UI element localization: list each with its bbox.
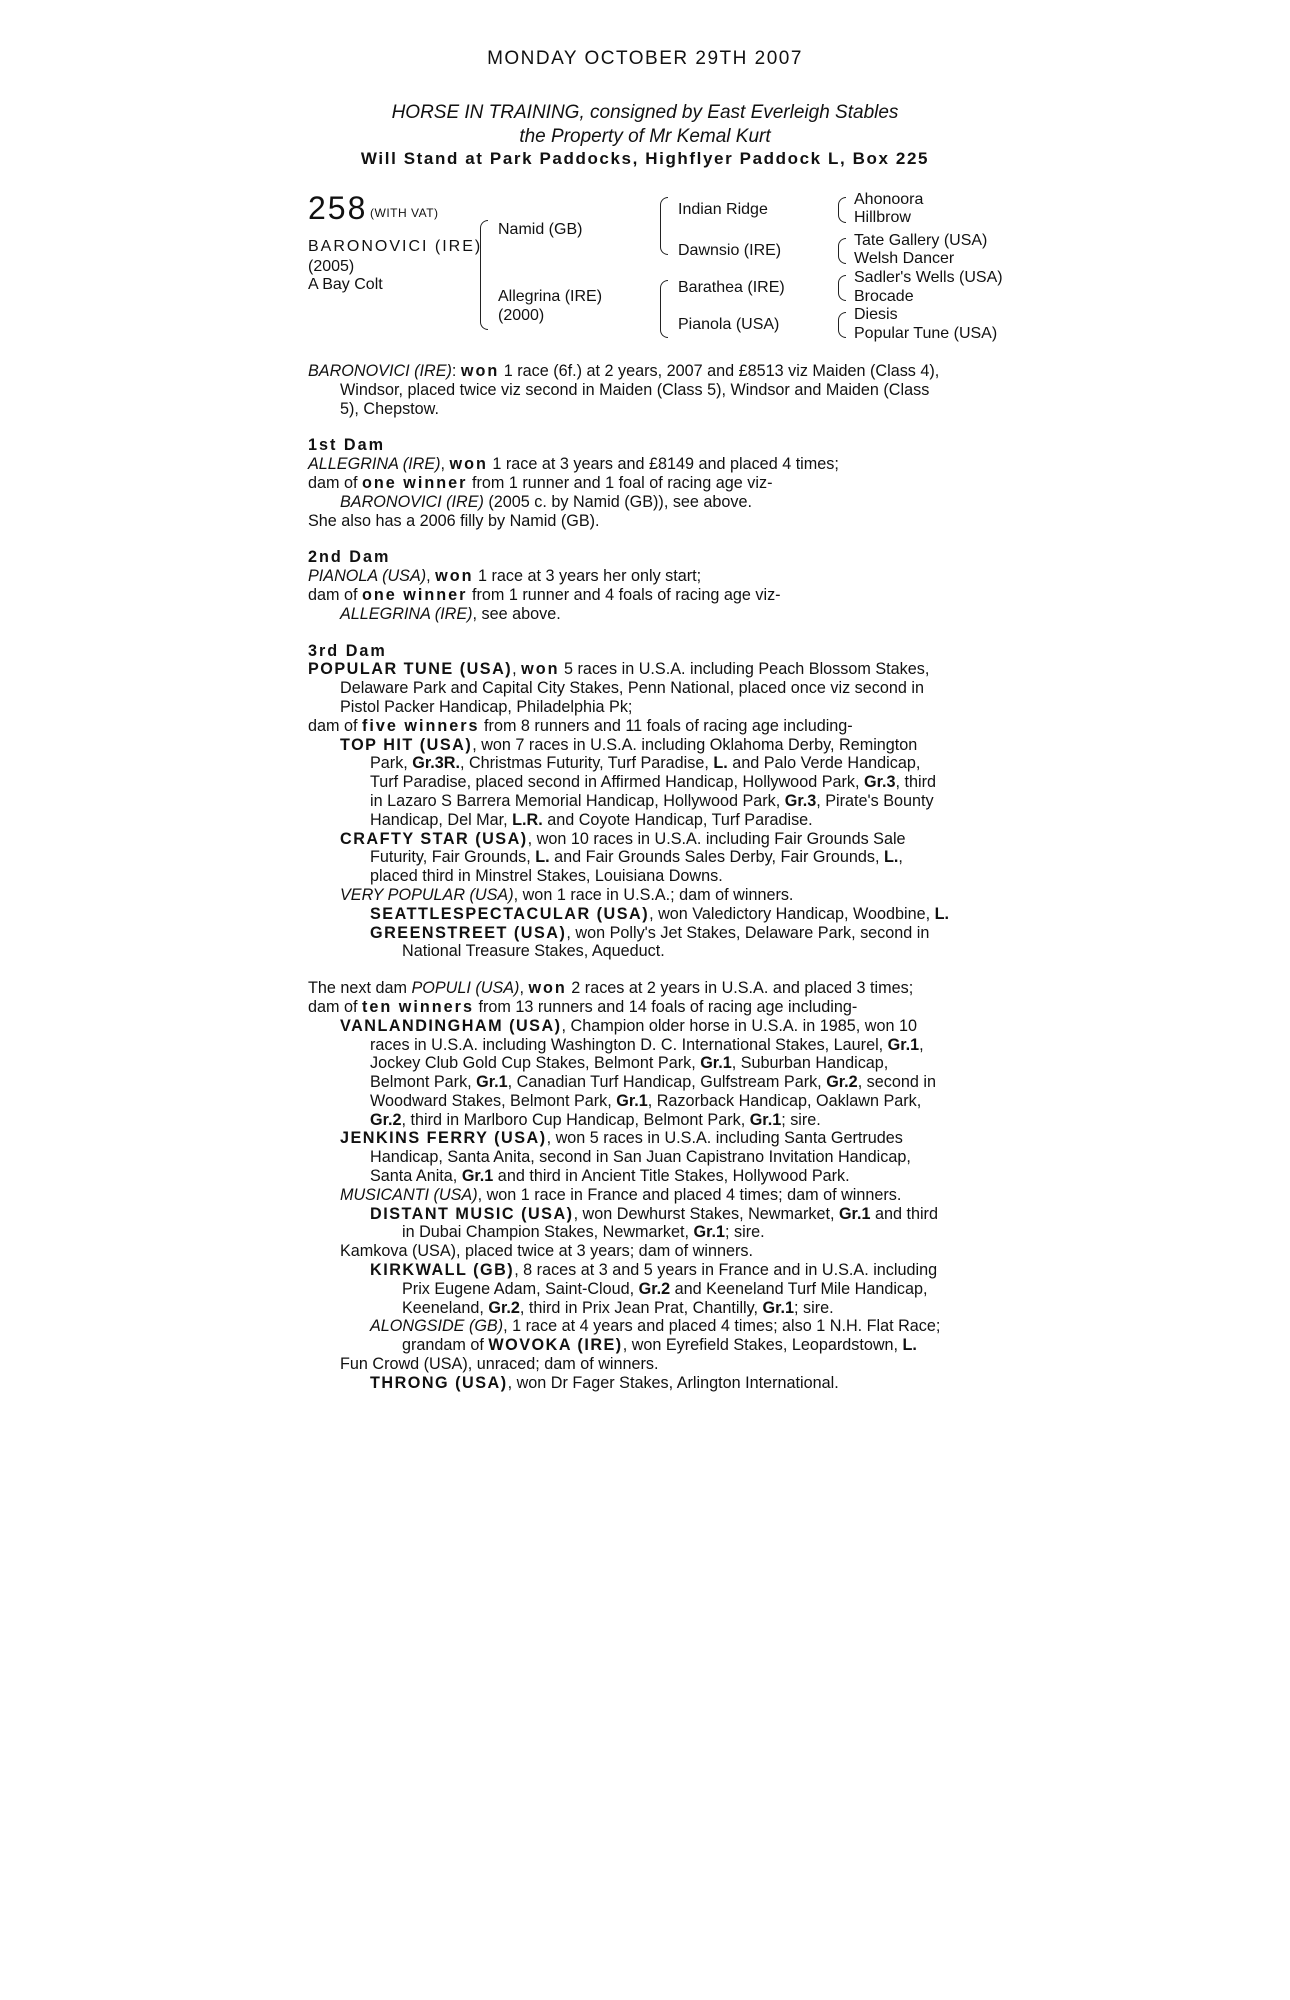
pedigree-brace-dam — [660, 280, 668, 338]
sire-dam: Dawnsio (IRE) — [678, 242, 782, 259]
sire-sire: Indian Ridge — [678, 201, 768, 218]
great-grandsire-3: Sadler's Wells (USA) — [854, 269, 1003, 286]
progeny-line: Keeneland, Gr.2, third in Prix Jean Prat, Chantilly, Gr.1; sire. — [402, 1298, 834, 1317]
horse-description: A Bay Colt — [308, 276, 383, 293]
horse-record-line: Windsor, placed twice viz second in Maiden (Class 5), Windsor and Maiden (Class — [340, 380, 930, 399]
progeny-line: Woodward Stakes, Belmont Park, Gr.1, Razorback Handicap, Oaklawn Park, — [370, 1091, 922, 1110]
third-dam-record-line: Delaware Park and Capital City Stakes, Penn National, placed once viz second in — [340, 679, 924, 698]
progeny-line: Prix Eugene Adam, Saint-Cloud, Gr.2 and Keeneland Turf Mile Handicap, — [402, 1279, 928, 1298]
next-dam-produce: dam of ten winners from 13 runners and 14 foals of racing age including- — [308, 997, 858, 1016]
progeny-line: Santa Anita, Gr.1 and third in Ancient Title Stakes, Hollywood Park. — [370, 1167, 850, 1186]
sale-date: MONDAY OCTOBER 29TH 2007 — [487, 48, 803, 69]
first-dam-record: ALLEGRINA (IRE), won 1 race at 3 years and £8149 and placed 4 times; — [308, 455, 839, 474]
next-dam-record: The next dam POPULI (USA), won 2 races at 2 years in U.S.A. and placed 3 times; — [308, 979, 914, 998]
progeny-entry: Kamkova (USA), placed twice at 3 years; dam of winners. — [340, 1242, 753, 1261]
progeny-line: Jockey Club Gold Cup Stakes, Belmont Park, Gr.1, Suburban Handicap, — [370, 1054, 889, 1073]
great-grandsire-4: Diesis — [854, 306, 898, 323]
progeny-entry: MUSICANTI (USA), won 1 race in France and placed 4 times; dam of winners. — [340, 1185, 902, 1204]
dam: Allegrina (IRE) — [498, 288, 603, 305]
progeny-entry: TOP HIT (USA), won 7 races in U.S.A. including Oklahoma Derby, Remington — [340, 735, 918, 754]
grand-progeny-entry: GREENSTREET (USA), won Polly's Jet Stakes, Delaware Park, second in — [370, 923, 930, 942]
dam-year: (2000) — [498, 307, 545, 324]
lot-number: 258 — [308, 190, 368, 226]
progeny-line: in Dubai Champion Stakes, Newmarket, Gr.1; sire. — [402, 1223, 765, 1242]
first-dam-foal: BARONOVICI (IRE) (2005 c. by Namid (GB)), see above. — [340, 492, 753, 511]
progeny-line: grandam of WOVOKA (IRE), won Eyrefield Stakes, Leopardstown, L. — [402, 1336, 917, 1355]
first-dam-note: She also has a 2006 filly by Namid (GB). — [308, 511, 600, 530]
progeny-entry: VERY POPULAR (USA), won 1 race in U.S.A.; dam of winners. — [340, 885, 794, 904]
great-granddam-1: Hillbrow — [854, 209, 911, 226]
progeny-line: Futurity, Fair Grounds, L. and Fair Grounds Sales Derby, Fair Grounds, L., — [370, 848, 903, 867]
great-grandsire-1: Ahonoora — [854, 191, 924, 208]
pedigree-brace-sire — [660, 197, 668, 255]
progeny-entry: JENKINS FERRY (USA), won 5 races in U.S.A. including Santa Gertrudes — [340, 1129, 903, 1148]
pedigree-brace-g4 — [838, 312, 846, 338]
progeny-line: National Treasure Stakes, Aqueduct. — [402, 942, 665, 961]
horse-year: (2005) — [308, 258, 355, 275]
pedigree-brace-main — [480, 220, 488, 330]
first-dam-produce: dam of one winner from 1 runner and 1 foal of racing age viz- — [308, 473, 773, 492]
great-granddam-2: Welsh Dancer — [854, 250, 955, 267]
second-dam-produce: dam of one winner from 1 runner and 4 foals of racing age viz- — [308, 585, 781, 604]
progeny-entry: VANLANDINGHAM (USA), Champion older horse in U.S.A. in 1985, won 10 — [340, 1016, 917, 1035]
third-dam-heading: 3rd Dam — [308, 641, 387, 660]
third-dam-record-line: Pistol Packer Handicap, Philadelphia Pk; — [340, 697, 633, 716]
dam-dam: Pianola (USA) — [678, 316, 780, 333]
vat-note: (WITH VAT) — [370, 206, 439, 220]
progeny-entry: CRAFTY STAR (USA), won 10 races in U.S.A. including Fair Grounds Sale — [340, 829, 906, 848]
progeny-line: Handicap, Del Mar, L.R. and Coyote Handicap, Turf Paradise. — [370, 810, 813, 829]
third-dam-produce: dam of five winners from 8 runners and 11 foals of racing age including- — [308, 716, 853, 735]
pedigree-brace-g1 — [838, 197, 846, 223]
progeny-line: placed third in Minstrel Stakes, Louisiana Downs. — [370, 867, 723, 886]
great-granddam-3: Brocade — [854, 288, 914, 305]
catalogue-text — [308, 362, 974, 1393]
third-dam-record: POPULAR TUNE (USA), won 5 races in U.S.A. including Peach Blossom Stakes, — [308, 660, 930, 679]
pedigree-brace-g2 — [838, 238, 846, 264]
property-line: the Property of Mr Kemal Kurt — [519, 126, 771, 147]
consignment-title: HORSE IN TRAINING, consigned by East Everleigh Stables — [391, 102, 899, 123]
sire: Namid (GB) — [498, 221, 583, 238]
stand-location: Will Stand at Park Paddocks, Highflyer Paddock L, Box 225 — [360, 149, 930, 168]
grand-progeny-entry: ALONGSIDE (GB), 1 race at 4 years and placed 4 times; also 1 N.H. Flat Race; — [370, 1317, 941, 1336]
horse-name: BARONOVICI (IRE) — [308, 238, 483, 255]
progeny-line: Handicap, Santa Anita, second in San Juan Capistrano Invitation Handicap, — [370, 1148, 911, 1167]
grand-progeny-entry: THRONG (USA), won Dr Fager Stakes, Arlington International. — [370, 1373, 839, 1392]
horse-record: BARONOVICI (IRE): won 1 race (6f.) at 2 years, 2007 and £8513 viz Maiden (Class 4), — [308, 362, 940, 380]
progeny-line: in Lazaro S Barrera Memorial Handicap, Hollywood Park, Gr.3, Pirate's Bounty — [370, 791, 934, 810]
progeny-line: Park, Gr.3R., Christmas Futurity, Turf Paradise, L. and Palo Verde Handicap, — [370, 754, 921, 773]
grand-progeny-entry: KIRKWALL (GB), 8 races at 3 and 5 years in France and in U.S.A. including — [370, 1261, 938, 1280]
progeny-line: Turf Paradise, placed second in Affirmed Handicap, Hollywood Park, Gr.3, third — [370, 773, 936, 792]
first-dam-heading: 1st Dam — [308, 436, 385, 455]
great-grandsire-2: Tate Gallery (USA) — [854, 232, 988, 249]
progeny-line: races in U.S.A. including Washington D. C. International Stakes, Laurel, Gr.1, — [370, 1035, 924, 1054]
great-granddam-4: Popular Tune (USA) — [854, 325, 998, 342]
progeny-line: Belmont Park, Gr.1, Canadian Turf Handicap, Gulfstream Park, Gr.2, second in — [370, 1073, 936, 1092]
dam-sire: Barathea (IRE) — [678, 279, 785, 296]
second-dam-heading: 2nd Dam — [308, 548, 391, 567]
grand-progeny-entry: DISTANT MUSIC (USA), won Dewhurst Stakes, Newmarket, Gr.1 and third — [370, 1204, 938, 1223]
second-dam-foal: ALLEGRINA (IRE), see above. — [340, 604, 561, 623]
progeny-line: Gr.2, third in Marlboro Cup Handicap, Belmont Park, Gr.1; sire. — [370, 1110, 821, 1129]
progeny-entry: Fun Crowd (USA), unraced; dam of winners. — [340, 1355, 659, 1374]
grand-progeny-entry: SEATTLESPECTACULAR (USA), won Valedictory Handicap, Woodbine, L. — [370, 904, 950, 923]
pedigree-brace-g3 — [838, 275, 846, 301]
horse-record-line: 5), Chepstow. — [340, 399, 439, 418]
second-dam-record: PIANOLA (USA), won 1 race at 3 years her only start; — [308, 567, 702, 586]
